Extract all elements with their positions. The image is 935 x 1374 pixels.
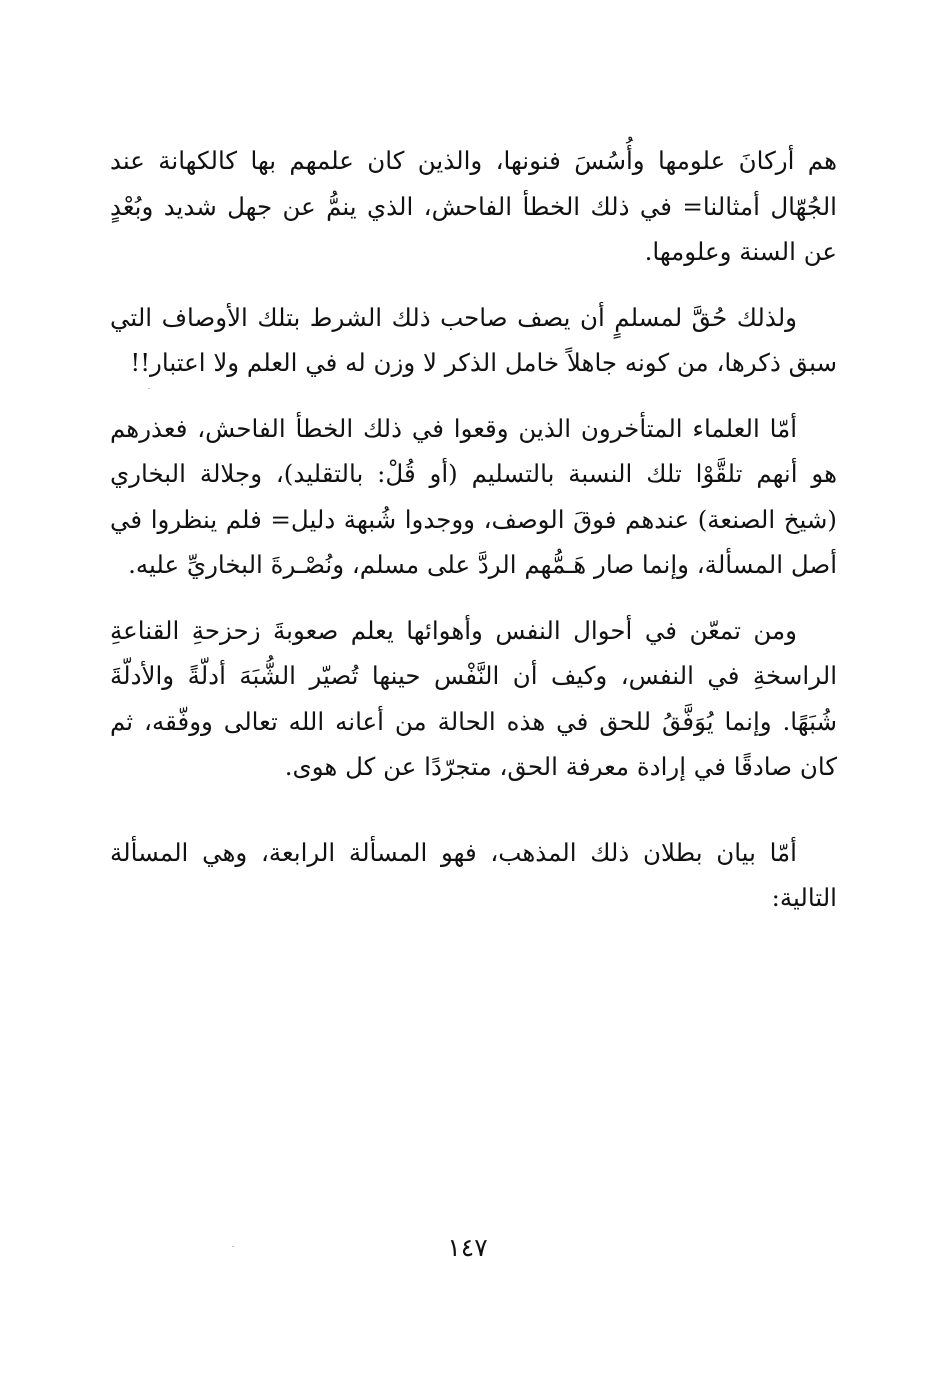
paragraph-2: ولذلك حُقَّ لمسلمٍ أن يصف صاحب ذلك الشرط بتلك الأوصاف التي سبق ذكرها، من كونه جاهلاً خامل الذكر لا وزن له في العلم ولا اعتبار!!: [110, 302, 837, 377]
paragraph-3: أمّا العلماء المتأخرون الذين وقعوا في ذلك الخطأ الفاحش، فعذرهم هو أنهم تلقَّوْا تلك النسبة بالتسليم (أو قُلْ: بالتقليد)، وجلالة البخاري (شيخ الصنعة) عندهم فوقَ الوصف، ووجدوا شُبهة دليل= فلم ينظروا في أصل المسألة، وإنما صار هَـمُّهم الردَّ على مسلم، ونُصْـرةَ البخاريِّ عليه.: [110, 413, 837, 579]
page-body: [110, 138, 837, 941]
page-number: ١٤٧: [447, 1233, 488, 1262]
paragraph-4: ومن تمعّن في أحوال النفس وأهوائها يعلم صعوبةَ زحزحةِ القناعةِ الراسخةِ في النفس، وكيف أن النَّفْس حينها تُصيّر الشُّبَهَ أدلّةً والأدلّةَ شُبَهًا. وإنما يُوَفَّقُ للحق في هذه الحالة من أعانه الله تعالى ووفّقه، ثم كان صادقًا في إرادة معرفة الحق، متجرّدًا عن كل هوى.: [110, 615, 837, 781]
scan-speck: [232, 1246, 234, 1247]
paragraph-1: هم أركانَ علومها وأُسُسَ فنونها، والذين كان علمهم بها كالكهانة عند الجُهّال أمثالنا= في ذلك الخطأ الفاحش، الذي ينمُّ عن جهل شديد وبُعْدٍ عن السنة وعلومها.: [110, 146, 837, 266]
scan-speck: [148, 388, 150, 389]
paragraph-5: أمّا بيان بطلان ذلك المذهب، فهو المسألة الرابعة، وهي المسألة التالية:: [110, 837, 837, 912]
